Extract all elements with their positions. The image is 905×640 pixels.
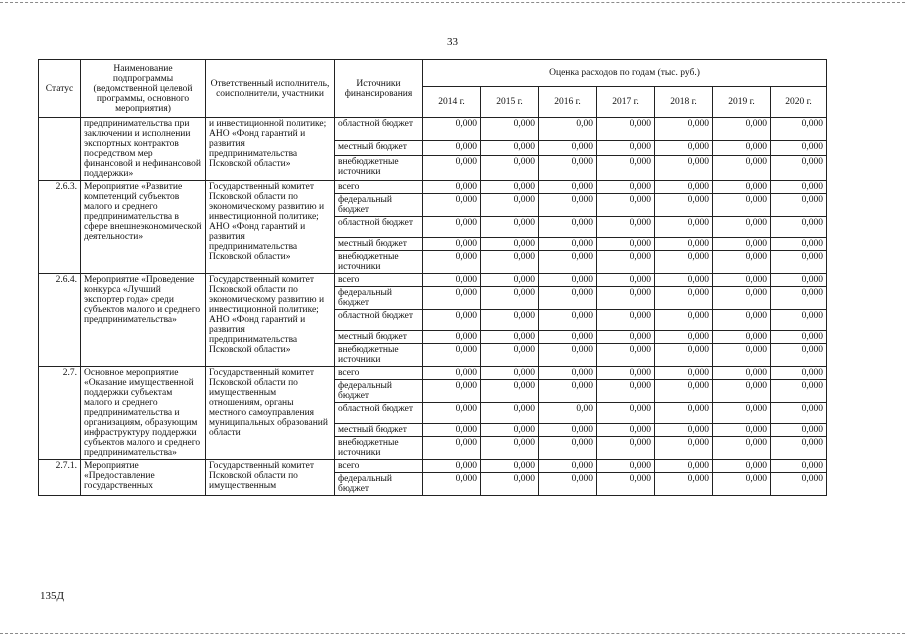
amount-cell: 0,000	[713, 331, 771, 344]
amount-cell: 0,000	[655, 437, 713, 460]
funding-source-cell: внебюджетные источники	[335, 344, 423, 367]
funding-row	[39, 460, 827, 473]
amount-cell: 0,000	[655, 181, 713, 194]
amount-cell: 0,000	[423, 367, 481, 380]
amount-cell: 0,000	[423, 344, 481, 367]
amount-cell: 0,000	[423, 217, 481, 238]
activity-name-cell: Мероприятие «Проведение конкурса «Лучший экспортер года» среди субъектов малого и среднего предпринимательства»	[81, 274, 206, 367]
header-executor: Ответственный исполнитель, соисполнители, участники	[206, 60, 335, 118]
amount-cell: 0,000	[539, 287, 597, 310]
amount-cell: 0,000	[713, 141, 771, 155]
amount-cell: 0,000	[771, 251, 827, 274]
funding-source-cell: областной бюджет	[335, 118, 423, 141]
amount-cell: 0,000	[713, 367, 771, 380]
amount-cell: 0,000	[481, 141, 539, 155]
funding-row	[39, 118, 827, 141]
amount-cell: 0,000	[655, 331, 713, 344]
header-year: 2019 г.	[713, 87, 771, 118]
funding-row	[39, 274, 827, 287]
funding-source-cell: внебюджетные источники	[335, 437, 423, 460]
amount-cell: 0,000	[655, 460, 713, 473]
amount-cell: 0,000	[771, 403, 827, 424]
funding-source-cell: федеральный бюджет	[335, 194, 423, 217]
header-year: 2015 г.	[481, 87, 539, 118]
amount-cell: 0,000	[597, 310, 655, 331]
header-year: 2014 г.	[423, 87, 481, 118]
amount-cell: 0,000	[597, 217, 655, 238]
scan-bottom-edge	[0, 633, 905, 634]
executor-cell: Государственный комитет Псковской области по экономическому развитию и инвестиционной политике; АНО «Фонд гарантий и развития предпринимательства Псковской области»	[206, 181, 335, 274]
page-number: 33	[447, 36, 458, 48]
amount-cell: 0,000	[423, 403, 481, 424]
amount-cell: 0,000	[597, 403, 655, 424]
amount-cell: 0,000	[481, 155, 539, 180]
activity-name-cell: предпринимательства при заключении и исполнении экспортных контрактов посредством мер финансовой и нефинансовой поддержки»	[81, 118, 206, 181]
amount-cell: 0,000	[655, 194, 713, 217]
header-year: 2016 г.	[539, 87, 597, 118]
activity-name-cell: Мероприятие «Предоставление государственных	[81, 460, 206, 496]
amount-cell: 0,000	[713, 460, 771, 473]
amount-cell: 0,000	[655, 274, 713, 287]
amount-cell: 0,000	[713, 424, 771, 437]
amount-cell: 0,000	[539, 181, 597, 194]
funding-source-cell: всего	[335, 181, 423, 194]
funding-source-cell: местный бюджет	[335, 238, 423, 251]
amount-cell: 0,000	[539, 141, 597, 155]
amount-cell: 0,000	[655, 344, 713, 367]
amount-cell: 0,00	[539, 118, 597, 141]
funding-source-cell: внебюджетные источники	[335, 251, 423, 274]
amount-cell: 0,000	[655, 424, 713, 437]
budget-table	[38, 59, 827, 496]
amount-cell: 0,000	[423, 460, 481, 473]
amount-cell: 0,000	[771, 155, 827, 180]
amount-cell: 0,000	[481, 181, 539, 194]
amount-cell: 0,000	[481, 367, 539, 380]
amount-cell: 0,000	[655, 403, 713, 424]
funding-source-cell: внебюджетные источники	[335, 155, 423, 180]
amount-cell: 0,000	[539, 367, 597, 380]
amount-cell: 0,000	[539, 380, 597, 403]
amount-cell: 0,000	[713, 287, 771, 310]
header-year: 2017 г.	[597, 87, 655, 118]
funding-source-cell: областной бюджет	[335, 310, 423, 331]
amount-cell: 0,000	[713, 380, 771, 403]
footer-code: 135Д	[40, 590, 65, 602]
amount-cell: 0,000	[539, 217, 597, 238]
amount-cell: 0,000	[423, 118, 481, 141]
header-status: Статус	[39, 60, 81, 118]
amount-cell: 0,000	[713, 437, 771, 460]
amount-cell: 0,000	[771, 380, 827, 403]
amount-cell: 0,000	[713, 344, 771, 367]
amount-cell: 0,000	[539, 194, 597, 217]
funding-source-cell: всего	[335, 274, 423, 287]
status-cell: 2.6.3.	[39, 181, 81, 274]
budget-table-body	[39, 118, 827, 496]
amount-cell: 0,000	[713, 217, 771, 238]
amount-cell: 0,000	[597, 331, 655, 344]
amount-cell: 0,000	[655, 141, 713, 155]
amount-cell: 0,000	[481, 217, 539, 238]
amount-cell: 0,000	[423, 274, 481, 287]
amount-cell: 0,000	[771, 310, 827, 331]
status-cell	[39, 118, 81, 181]
amount-cell: 0,000	[597, 460, 655, 473]
amount-cell: 0,000	[655, 155, 713, 180]
amount-cell: 0,000	[481, 274, 539, 287]
amount-cell: 0,000	[539, 331, 597, 344]
amount-cell: 0,000	[481, 331, 539, 344]
funding-source-cell: областной бюджет	[335, 403, 423, 424]
amount-cell: 0,000	[597, 437, 655, 460]
amount-cell: 0,000	[597, 473, 655, 496]
amount-cell: 0,000	[597, 238, 655, 251]
amount-cell: 0,000	[655, 473, 713, 496]
funding-source-cell: федеральный бюджет	[335, 380, 423, 403]
amount-cell: 0,000	[481, 287, 539, 310]
amount-cell: 0,000	[713, 274, 771, 287]
amount-cell: 0,000	[597, 118, 655, 141]
funding-row	[39, 367, 827, 380]
amount-cell: 0,000	[423, 331, 481, 344]
amount-cell: 0,000	[539, 473, 597, 496]
status-cell: 2.7.	[39, 367, 81, 460]
amount-cell: 0,000	[771, 274, 827, 287]
amount-cell: 0,000	[597, 251, 655, 274]
amount-cell: 0,000	[597, 344, 655, 367]
amount-cell: 0,000	[655, 310, 713, 331]
amount-cell: 0,000	[423, 251, 481, 274]
amount-cell: 0,000	[771, 217, 827, 238]
amount-cell: 0,000	[713, 181, 771, 194]
amount-cell: 0,000	[713, 403, 771, 424]
activity-name-cell: Основное мероприятие «Оказание имущественной поддержки субъектам малого и среднего предпринимательства и организациям, образующим инфраструктуру поддержки субъектов малого и среднего предпринимательства»	[81, 367, 206, 460]
amount-cell: 0,00	[539, 403, 597, 424]
activity-name-cell: Мероприятие «Развитие компетенций субъектов малого и среднего предпринимательства в сфере внешнеэкономической деятельности»	[81, 181, 206, 274]
header-estimate: Оценка расходов по годам (тыс. руб.)	[423, 60, 827, 87]
amount-cell: 0,000	[771, 181, 827, 194]
amount-cell: 0,000	[481, 251, 539, 274]
amount-cell: 0,000	[539, 274, 597, 287]
amount-cell: 0,000	[713, 251, 771, 274]
amount-cell: 0,000	[597, 367, 655, 380]
amount-cell: 0,000	[597, 287, 655, 310]
amount-cell: 0,000	[597, 274, 655, 287]
amount-cell: 0,000	[713, 473, 771, 496]
funding-row	[39, 181, 827, 194]
amount-cell: 0,000	[423, 473, 481, 496]
header-sources: Источники финансирования	[335, 60, 423, 118]
amount-cell: 0,000	[771, 437, 827, 460]
funding-source-cell: местный бюджет	[335, 424, 423, 437]
amount-cell: 0,000	[423, 194, 481, 217]
amount-cell: 0,000	[423, 424, 481, 437]
amount-cell: 0,000	[771, 344, 827, 367]
funding-source-cell: всего	[335, 460, 423, 473]
amount-cell: 0,000	[481, 424, 539, 437]
amount-cell: 0,000	[423, 155, 481, 180]
amount-cell: 0,000	[655, 367, 713, 380]
amount-cell: 0,000	[481, 437, 539, 460]
amount-cell: 0,000	[481, 118, 539, 141]
amount-cell: 0,000	[597, 181, 655, 194]
amount-cell: 0,000	[539, 344, 597, 367]
header-name: Наименование подпрограммы (ведомственной целевой программы, основного мероприятия)	[81, 60, 206, 118]
amount-cell: 0,000	[771, 287, 827, 310]
amount-cell: 0,000	[597, 155, 655, 180]
amount-cell: 0,000	[481, 194, 539, 217]
amount-cell: 0,000	[655, 238, 713, 251]
amount-cell: 0,000	[481, 310, 539, 331]
amount-cell: 0,000	[423, 238, 481, 251]
amount-cell: 0,000	[481, 238, 539, 251]
amount-cell: 0,000	[655, 380, 713, 403]
amount-cell: 0,000	[597, 424, 655, 437]
amount-cell: 0,000	[597, 194, 655, 217]
amount-cell: 0,000	[539, 460, 597, 473]
amount-cell: 0,000	[713, 310, 771, 331]
funding-source-cell: областной бюджет	[335, 217, 423, 238]
amount-cell: 0,000	[771, 238, 827, 251]
executor-cell: и инвестиционной политике; АНО «Фонд гарантий и развития предпринимательства Псковской области»	[206, 118, 335, 181]
amount-cell: 0,000	[539, 155, 597, 180]
status-cell: 2.6.4.	[39, 274, 81, 367]
amount-cell: 0,000	[423, 310, 481, 331]
amount-cell: 0,000	[771, 367, 827, 380]
amount-cell: 0,000	[771, 194, 827, 217]
amount-cell: 0,000	[539, 238, 597, 251]
amount-cell: 0,000	[713, 118, 771, 141]
amount-cell: 0,000	[423, 437, 481, 460]
amount-cell: 0,000	[655, 118, 713, 141]
status-cell: 2.7.1.	[39, 460, 81, 496]
amount-cell: 0,000	[655, 217, 713, 238]
funding-source-cell: всего	[335, 367, 423, 380]
amount-cell: 0,000	[539, 310, 597, 331]
amount-cell: 0,000	[481, 380, 539, 403]
amount-cell: 0,000	[597, 141, 655, 155]
amount-cell: 0,000	[481, 344, 539, 367]
executor-cell: Государственный комитет Псковской области по имущественным отношениям, органы местного самоуправления муниципальных образований области	[206, 367, 335, 460]
amount-cell: 0,000	[771, 473, 827, 496]
amount-cell: 0,000	[655, 251, 713, 274]
amount-cell: 0,000	[713, 155, 771, 180]
amount-cell: 0,000	[539, 424, 597, 437]
funding-source-cell: федеральный бюджет	[335, 287, 423, 310]
amount-cell: 0,000	[771, 118, 827, 141]
amount-cell: 0,000	[481, 460, 539, 473]
amount-cell: 0,000	[423, 287, 481, 310]
executor-cell: Государственный комитет Псковской области по экономическому развитию и инвестиционной политике; АНО «Фонд гарантий и развития предпринимательства Псковской области»	[206, 274, 335, 367]
amount-cell: 0,000	[713, 194, 771, 217]
amount-cell: 0,000	[481, 403, 539, 424]
amount-cell: 0,000	[771, 460, 827, 473]
scan-top-edge	[0, 2, 905, 3]
amount-cell: 0,000	[423, 141, 481, 155]
amount-cell: 0,000	[481, 473, 539, 496]
funding-source-cell: местный бюджет	[335, 331, 423, 344]
funding-source-cell: федеральный бюджет	[335, 473, 423, 496]
amount-cell: 0,000	[771, 331, 827, 344]
amount-cell: 0,000	[539, 437, 597, 460]
amount-cell: 0,000	[713, 238, 771, 251]
funding-source-cell: местный бюджет	[335, 141, 423, 155]
amount-cell: 0,000	[771, 424, 827, 437]
amount-cell: 0,000	[655, 287, 713, 310]
amount-cell: 0,000	[597, 380, 655, 403]
header-year: 2018 г.	[655, 87, 713, 118]
amount-cell: 0,000	[423, 380, 481, 403]
executor-cell: Государственный комитет Псковской области по имущественным	[206, 460, 335, 496]
header-year: 2020 г.	[771, 87, 827, 118]
amount-cell: 0,000	[539, 251, 597, 274]
amount-cell: 0,000	[771, 141, 827, 155]
amount-cell: 0,000	[423, 181, 481, 194]
